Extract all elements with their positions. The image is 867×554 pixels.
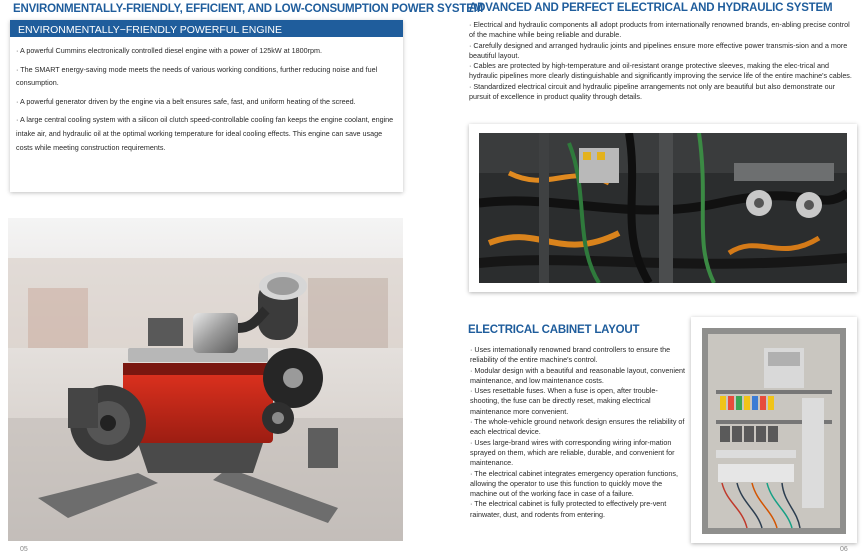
hydraulic-paragraph: · Carefully designed and arranged hydraulic joints and pipelines ensure more effective power transmis-sion and a more beautiful layout.	[469, 40, 848, 60]
right-page-number: 06	[840, 546, 848, 553]
section-title-cabinet: ELECTRICAL CABINET LAYOUT	[468, 324, 640, 336]
engine-subtitle-bar	[10, 20, 403, 37]
cabinet-paragraph: · Uses internationally renowned brand controllers to ensure the reliability of the entire machine's control.	[470, 345, 671, 365]
cabinet-photo-frame	[691, 317, 857, 543]
cabinet-paragraph: · Modular design with a beautiful and reasonable layout, convenient maintenance, and low maintenance costs.	[470, 365, 685, 385]
cabinet-paragraph: · The whole-vehicle ground network design ensures the reliability of each electrical device.	[470, 417, 685, 437]
engine-paragraph: · The SMART energy-saving mode meets the needs of various working conditions, further reducing noise and fuel consumption.	[16, 64, 378, 88]
cabinet-photo	[702, 328, 846, 534]
engine-subtitle: ENVIRONMENTALLY−FRIENDLY POWERFUL ENGINE	[18, 24, 283, 36]
hydraulic-paragraph: · Cables are protected by high-temperature and oil-resistant orange protective sleeves, making the elec-trical and hydraulic pipelines more clearly distinguishable and significantly improving the service life of the entire machine's cables.	[469, 61, 852, 81]
cabinet-paragraph: · The electrical cabinet is fully protected to effectively pre-vent rainwater, dust, and rodents from entering.	[470, 499, 667, 519]
hydraulic-photo	[479, 133, 847, 283]
cabinet-paragraph: · The electrical cabinet integrates emergency operation functions, allowing the operator to use this function to quickly move the machine out of the working face in case of a failure.	[470, 468, 679, 499]
engine-paragraphs	[16, 44, 398, 159]
engine-text-panel	[10, 20, 403, 192]
hydraulic-paragraph: · Standardized electrical circuit and hydraulic pipeline arrangements not only are beautiful but also demonstrate our pursuit of excellence in product quality through details.	[469, 81, 835, 102]
engine-paragraph: · A powerful generator driven by the engine via a belt ensures safe, fast, and uniform heating of the screed.	[16, 96, 356, 106]
hydraulic-paragraph: · Electrical and hydraulic components all adopt products from internationally renowned brands, en-abling precise control of the machine while being reliable and durable.	[469, 20, 850, 40]
hydraulic-photo-frame	[469, 124, 857, 292]
engine-paragraph: · A powerful Cummins electronically controlled diesel engine with a power of 125kW at 1800rpm.	[16, 46, 323, 55]
hydraulic-paragraphs	[469, 20, 854, 102]
section-title-power-system: ENVIRONMENTALLY-FRIENDLY, EFFICIENT, AND LOW-CONSUMPTION POWER SYSTEM	[13, 3, 484, 15]
engine-photo	[8, 218, 403, 541]
cabinet-paragraphs	[470, 345, 685, 520]
section-title-hydraulic: ADVANCED AND PERFECT ELECTRICAL AND HYDRAULIC SYSTEM	[469, 2, 833, 14]
left-page-number: 05	[20, 546, 28, 553]
cabinet-paragraph: · Uses resettable fuses. When a fuse is open, after trouble-shooting, the fuse can be directly reset, making electrical maintenance more convenient.	[470, 386, 658, 416]
cabinet-paragraph: · Uses large-brand wires with corresponding wiring infor-mation sprayed on them, which are reliable, durable, and convenient for maintenance.	[470, 437, 675, 468]
engine-paragraph: · A large central cooling system with a silicon oil clutch speed-controllable cooling fan keeps the engine coolant, engine intake air, and hydraulic oil at the optimal working temperature for ideal cooling effects. This engine can save usage costs while meeting construction requirements.	[16, 115, 394, 152]
